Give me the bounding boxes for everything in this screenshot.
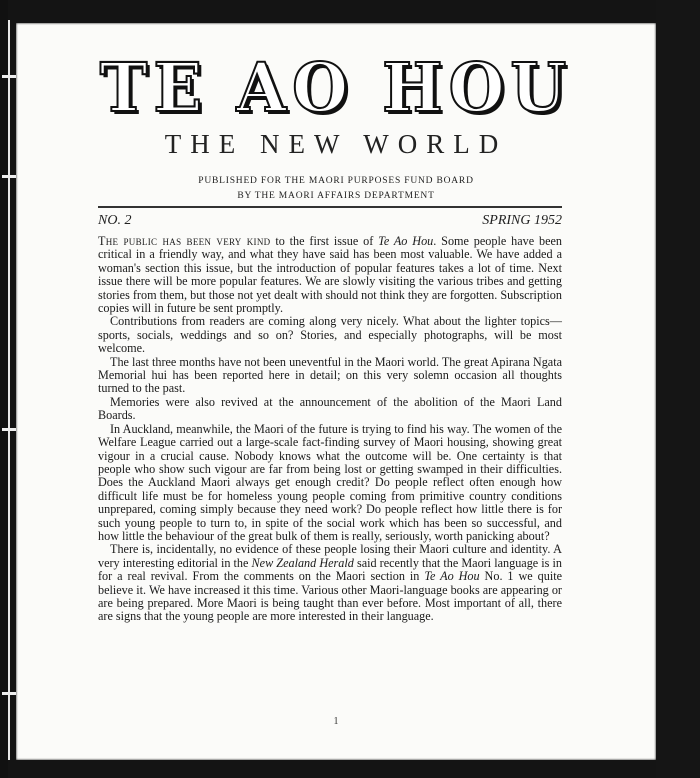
- binding-stitch: [2, 428, 16, 431]
- publication-title: TE AO HOU: [99, 49, 573, 128]
- binding-stitch: [2, 175, 16, 178]
- lead-in-text: The public has been very kind: [98, 234, 271, 248]
- binding-stitch: [2, 692, 16, 695]
- publisher-credit: [16, 174, 656, 204]
- publication-reference: Te Ao Hou: [378, 234, 434, 248]
- magazine-page: [16, 23, 656, 760]
- paragraph-1: The public has been very kind to the first issue of Te Ao Hou. Some people have been critical in a friendly way, and what they have said has been most valuable. We have added a woman's section this issue, but the introduction of popular features takes a lot of time. Next issue there will be more popular features. We are slowly visiting the various tribes and getting stories from them, but those not yet dealt with should not think they are forgotten. Subscription copies will in future be sent promptly.: [98, 234, 563, 316]
- publication-reference: Te Ao Hou: [424, 569, 480, 584]
- publisher-line-1: PUBLISHED FOR THE MAORI PURPOSES FUND BOARD: [198, 176, 474, 186]
- paragraph-4: Memories were also revived at the announcement of the abolition of the Maori Land Boards.: [98, 394, 562, 423]
- publication-subtitle: THE NEW WORLD: [164, 129, 508, 159]
- paragraph-5: In Auckland, meanwhile, the Maori of the future is trying to find his way. The women of the Welfare League carried out a large-scale fact-finding survey of Maori housing, showing great vigour in a crucial cause. Nobody knows what the outcome will be. One certainty is that people who show such vigour are far from being lost or getting swamped in their difficulties. Does the Auckland Maori always get enough credit? Do people reflect often enough how difficult life must be for homeless young people coming from primitive country conditions unprepared, coming simply because they need work? Do people reflect how little there is for such young people to turn to, in spite of the social work which has been so successful, and how little the behaviour of the great bulk of them is really, seriously, worth panicking about?: [98, 421, 562, 543]
- binding-edge: [8, 20, 10, 760]
- publisher-line-2: BY THE MAORI AFFAIRS DEPARTMENT: [237, 191, 435, 201]
- issue-number: NO. 2: [98, 213, 132, 228]
- issue-season: SPRING 1952: [482, 213, 562, 228]
- issue-row: [98, 213, 562, 229]
- page-number: 1: [333, 716, 339, 727]
- editorial-body: [98, 235, 562, 624]
- binding-stitch: [2, 75, 16, 78]
- paragraph-6: There is, incidentally, no evidence of these people losing their Maori culture and identity. A very interesting editorial in the New Zealand Herald said recently that the Maori language is in for a real revival. From the comments on the Maori section in Te Ao Hou No. 1 we quite believe it. We have increased it this time. Various other Maori-language books are appearing or are being prepared. More Maori is being taught than ever before. Most important of all, there are signs that the young people are more interested in their language.: [98, 542, 562, 624]
- paragraph-3: The last three months have not been uneventful in the Maori world. The great Apirana Ngata Memorial hui has been reported here in detail; on this very solemn occasion all thoughts turned to the past.: [98, 354, 562, 396]
- masthead: [16, 49, 656, 204]
- paragraph-2: Contributions from readers are coming along very nicely. What about the lighter topics—sports, socials, weddings and so on? Stories, and especially photographs, will be most welcome.: [98, 314, 562, 356]
- scan-background: [656, 0, 700, 778]
- page-edge-shadow: [0, 0, 8, 778]
- newspaper-reference: New Zealand Herald: [251, 555, 354, 570]
- header-rule: [98, 206, 562, 208]
